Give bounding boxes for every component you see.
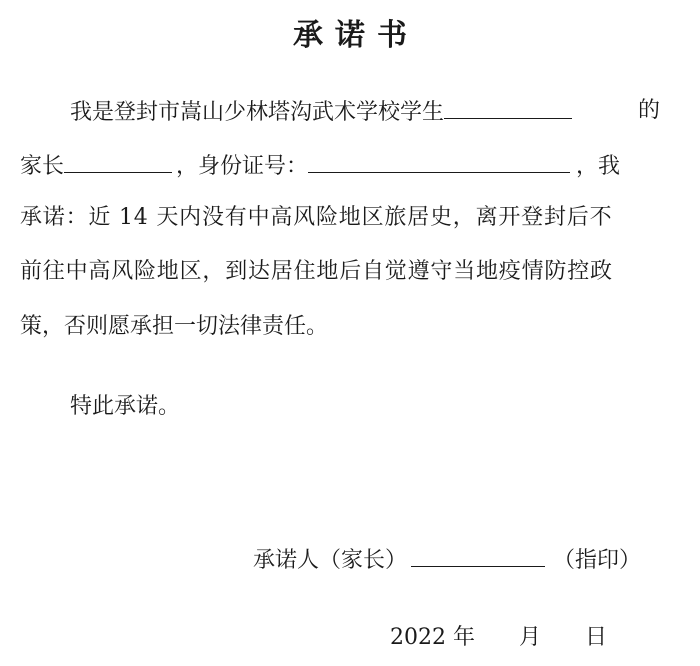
signature-blank xyxy=(411,544,545,567)
signature-line xyxy=(253,544,641,576)
student-line-text: 我是登封市嵩山少林塔沟武术学校学生 xyxy=(70,100,445,125)
parent-id-line-tail: ，我 xyxy=(576,154,621,179)
date-day: 日 xyxy=(585,625,608,650)
id-number-label: ，身份证号： xyxy=(176,154,309,179)
student-line xyxy=(70,96,661,128)
student-name-blank xyxy=(444,96,572,119)
pledge-line-2: 前往中高风险地区，到达居住地后自觉遵守当地疫情防控政 xyxy=(20,259,613,284)
pledge-line-3: 策，否则愿承担一切法律责任。 xyxy=(20,314,329,339)
date-year: 2022 年 xyxy=(390,625,475,650)
parent-label: 家长 xyxy=(20,154,65,179)
signer-label: 承诺人（家长） xyxy=(253,548,408,573)
id-number-blank xyxy=(308,150,570,173)
pledge-line-1: 承诺：近 14 天内没有中高风险地区旅居史，离开登封后不 xyxy=(20,205,613,230)
fingerprint-label: （指印） xyxy=(553,548,642,573)
closing-statement: 特此承诺。 xyxy=(70,394,181,419)
parent-id-line xyxy=(20,150,620,182)
document-title: 承诺书 xyxy=(293,18,419,53)
date-line xyxy=(390,623,607,653)
student-line-tail: 的 xyxy=(638,98,661,123)
parent-name-blank xyxy=(64,150,172,173)
date-month: 月 xyxy=(518,625,541,650)
